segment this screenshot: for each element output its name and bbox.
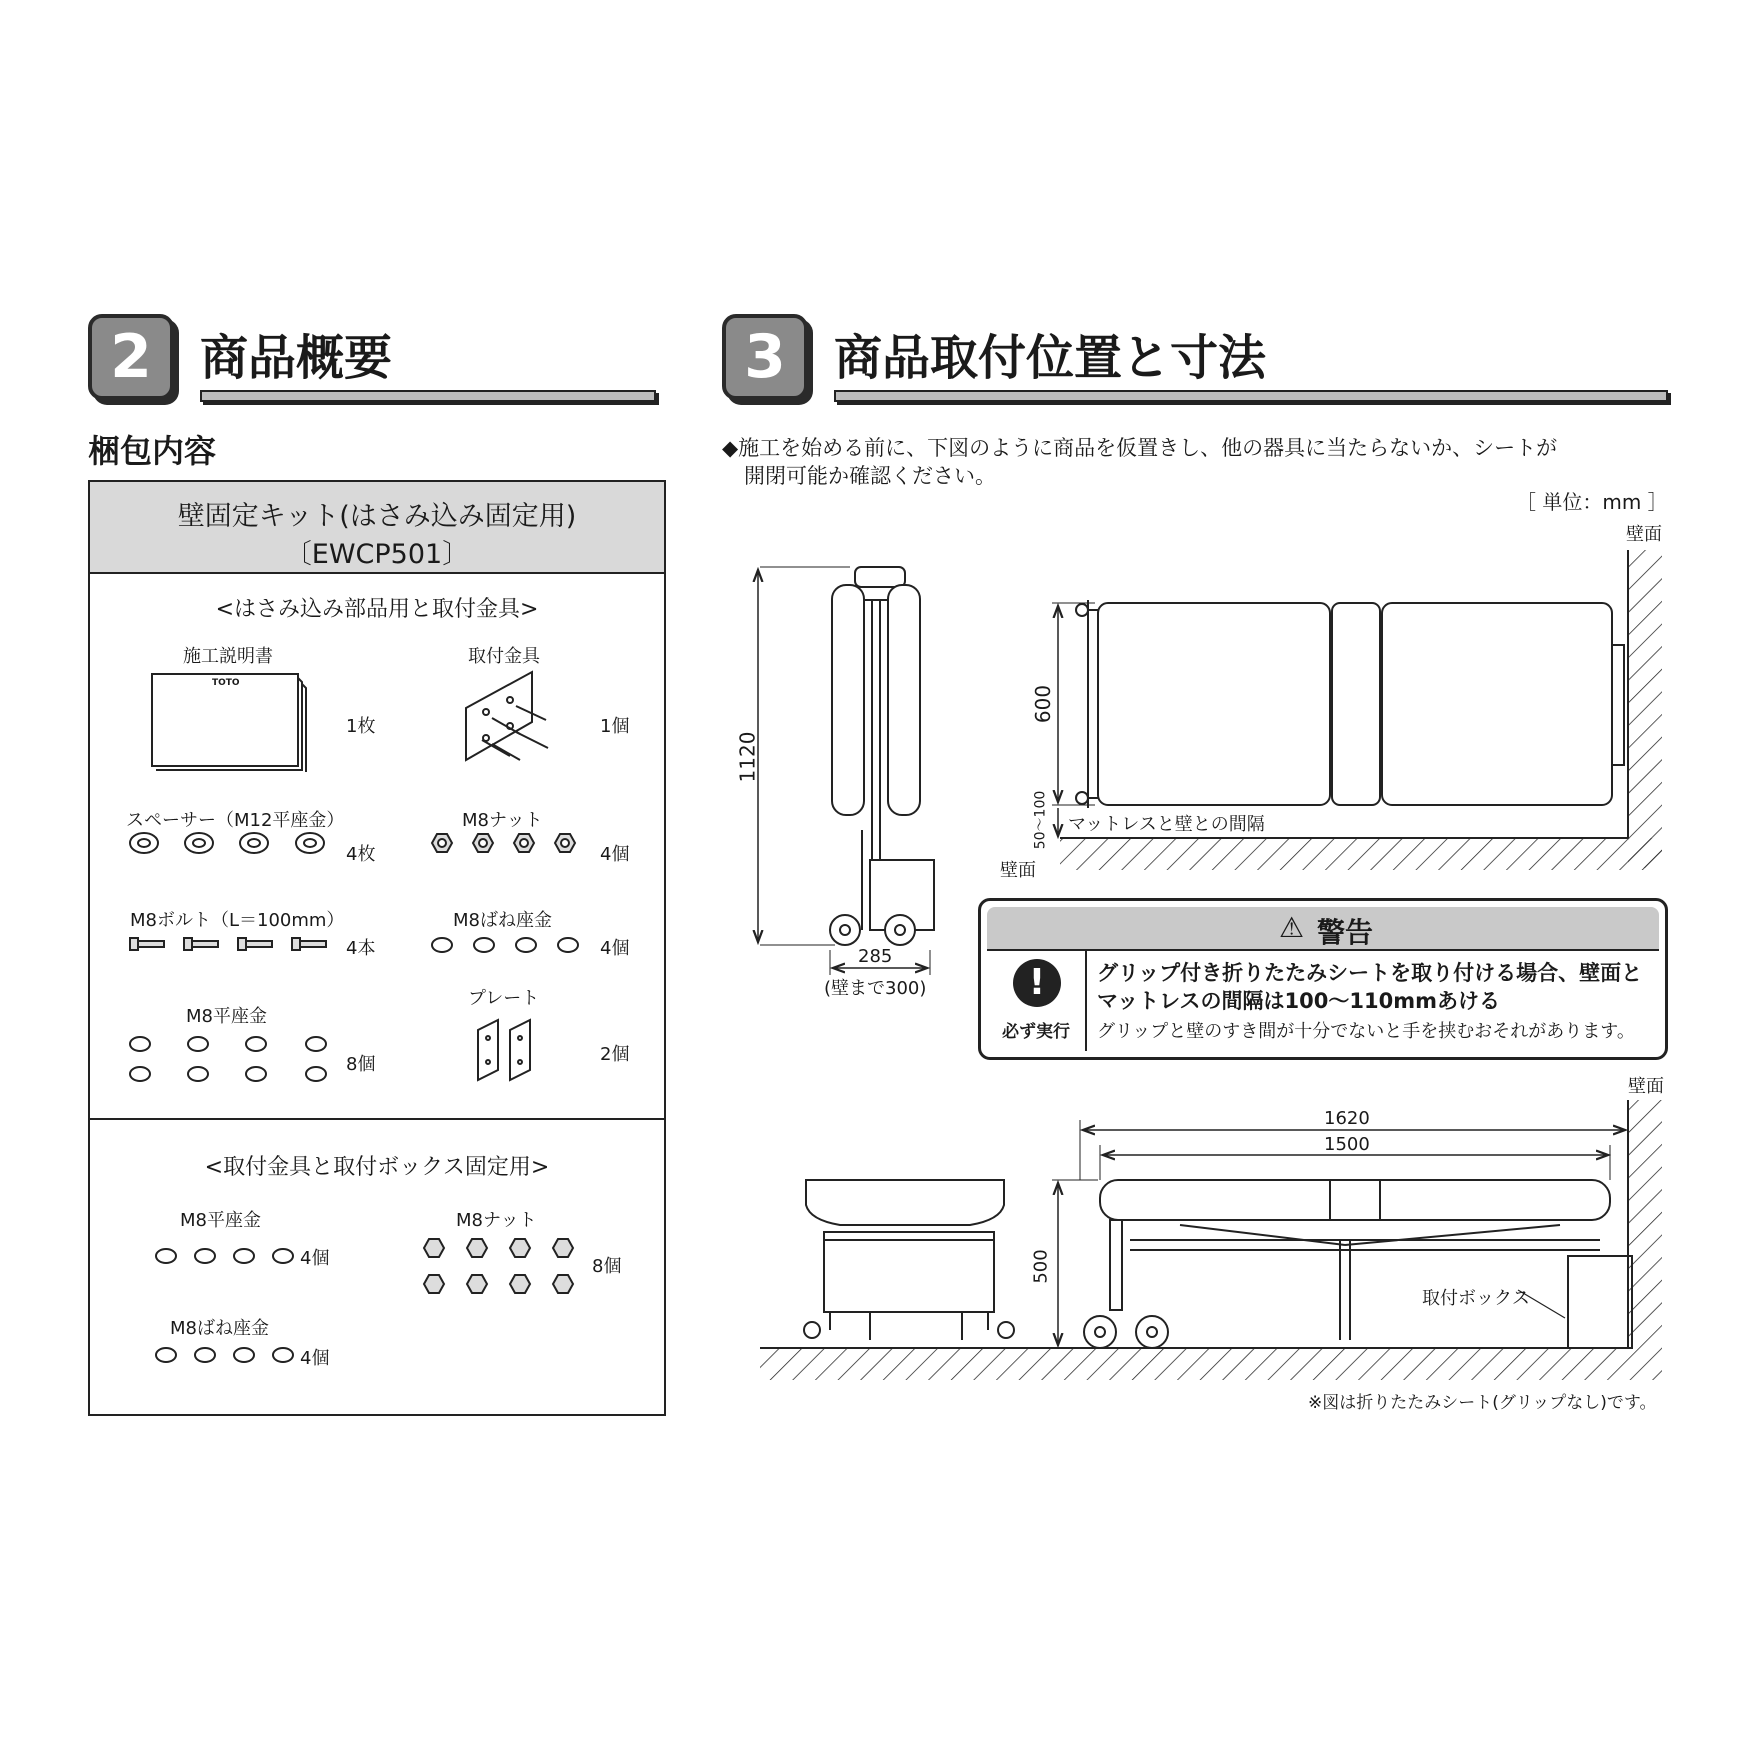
item-nut-qty: 4個 [600, 844, 630, 865]
spring-washers-icon [432, 938, 578, 952]
wall-label-bottom: 壁面 [1628, 1076, 1664, 1097]
folded-side-view [830, 567, 934, 945]
wall-label-floor: 壁面 [1000, 860, 1036, 881]
manual-brand-logo: TOTO [212, 678, 240, 688]
dim-gap-label: マットレスと壁との間隔 [1068, 814, 1265, 835]
item-bracket-label: 取付金具 [468, 646, 540, 667]
dim-seat-height: 500 [1030, 1249, 1052, 1284]
group2-spring-washers-icon [156, 1348, 293, 1362]
bracket-icon [466, 672, 548, 760]
item2-spring-washer-qty: 4個 [300, 1348, 330, 1369]
parts-illustrations [0, 0, 700, 1420]
bolts-icon [130, 938, 326, 950]
item-bolt-qty: 4本 [346, 938, 376, 959]
mandatory-action-icon: ! [1013, 959, 1061, 1007]
warning-icon-label: 必ず実行 [1002, 1022, 1070, 1042]
nuts-icon [432, 834, 575, 852]
item-plate-label: プレート [468, 988, 540, 1009]
instruction-line1: ◆施工を始める前に、下図のように商品を仮置きし、他の器具に当たらないか、シートが [722, 436, 1558, 460]
item2-nut-label: M8ナット [456, 1210, 537, 1231]
group2-nuts-icon [424, 1239, 573, 1293]
side-elevation-view [804, 1180, 1632, 1348]
item-spring-washer-label: M8ばね座金 [453, 910, 552, 931]
plates-icon [478, 1020, 530, 1080]
warning-title: 警告 [1317, 916, 1374, 949]
dim-depth-to-wall: (壁まで300) [824, 978, 927, 999]
group2-title: <取付金具と取付ボックス固定用> [204, 1155, 550, 1180]
item2-flat-washer-qty: 4個 [300, 1248, 330, 1269]
item-bracket-qty: 1個 [600, 716, 630, 737]
kit-code: 〔EWCP501〕 [284, 539, 470, 570]
item2-nut-qty: 8個 [592, 1256, 622, 1277]
item-manual-label: 施工説明書 [183, 646, 273, 667]
section3-number-badge: 3 [722, 314, 808, 400]
section3-title: 商品取付位置と寸法 [834, 330, 1267, 386]
section3-title-underline [834, 390, 1668, 402]
item2-flat-washer-label: M8平座金 [180, 1210, 261, 1231]
item-bolt-label: M8ボルト（L＝100mm） [130, 910, 345, 931]
dim-depth: 285 [858, 946, 893, 967]
kit-title: 壁固定キット(はさみ込み固定用) [177, 501, 577, 532]
warning-line1: グリップ付き折りたたみシートを取り付ける場合、壁面と [1097, 961, 1643, 985]
item-nut-label: M8ナット [462, 810, 543, 831]
warning-icon-cell [987, 951, 1087, 1051]
manual-icon [152, 674, 306, 772]
group1-title: <はさみ込み部品用と取付金具> [215, 597, 539, 622]
item-spacer-qty: 4枚 [346, 844, 376, 865]
packing-contents-heading: 梱包内容 [88, 432, 217, 470]
group2-flat-washers-icon [156, 1249, 293, 1263]
item-spring-washer-qty: 4個 [600, 938, 630, 959]
dim-seat-length: 1500 [1324, 1134, 1370, 1155]
warning-triangle-icon: ⚠ [1279, 911, 1305, 944]
item2-spring-washer-label: M8ばね座金 [170, 1318, 269, 1339]
wall-label-top: 壁面 [1626, 524, 1662, 545]
spacer-washers-icon [130, 833, 324, 853]
instruction-line2: 開閉可能か確認ください。 [744, 464, 996, 488]
item-flat-washer-label: M8平座金 [186, 1006, 267, 1027]
figure-note: ※図は折りたたみシート(グリップなし)です。 [1308, 1393, 1657, 1413]
dim-total-length: 1620 [1324, 1108, 1370, 1129]
warning-box [978, 898, 1668, 1060]
unit-label: ［ 単位：mm ］ [1516, 490, 1668, 514]
flat-washers-icon [130, 1037, 326, 1081]
mounting-box-label: 取付ボックス [1422, 1288, 1530, 1309]
dim-width: 600 [1031, 684, 1056, 724]
item-flat-washer-qty: 8個 [346, 1054, 376, 1075]
dim-height-folded: 1120 [735, 731, 760, 783]
warning-line2: マットレスの間隔は100〜110mmあける [1097, 989, 1500, 1013]
item-plate-qty: 2個 [600, 1044, 630, 1065]
warning-line3: グリップと壁のすき間が十分でないと手を挟むおそれがあります。 [1097, 1021, 1635, 1042]
section2-title: 商品概要 [200, 330, 393, 386]
section2-number-badge: 2 [88, 314, 174, 400]
top-plan-view [1076, 600, 1624, 808]
item-spacer-label: スペーサー（M12平座金） [126, 810, 345, 831]
item-manual-qty: 1枚 [346, 716, 376, 737]
dim-gap-range: 50〜100 [1032, 790, 1049, 850]
warning-header [987, 907, 1659, 951]
